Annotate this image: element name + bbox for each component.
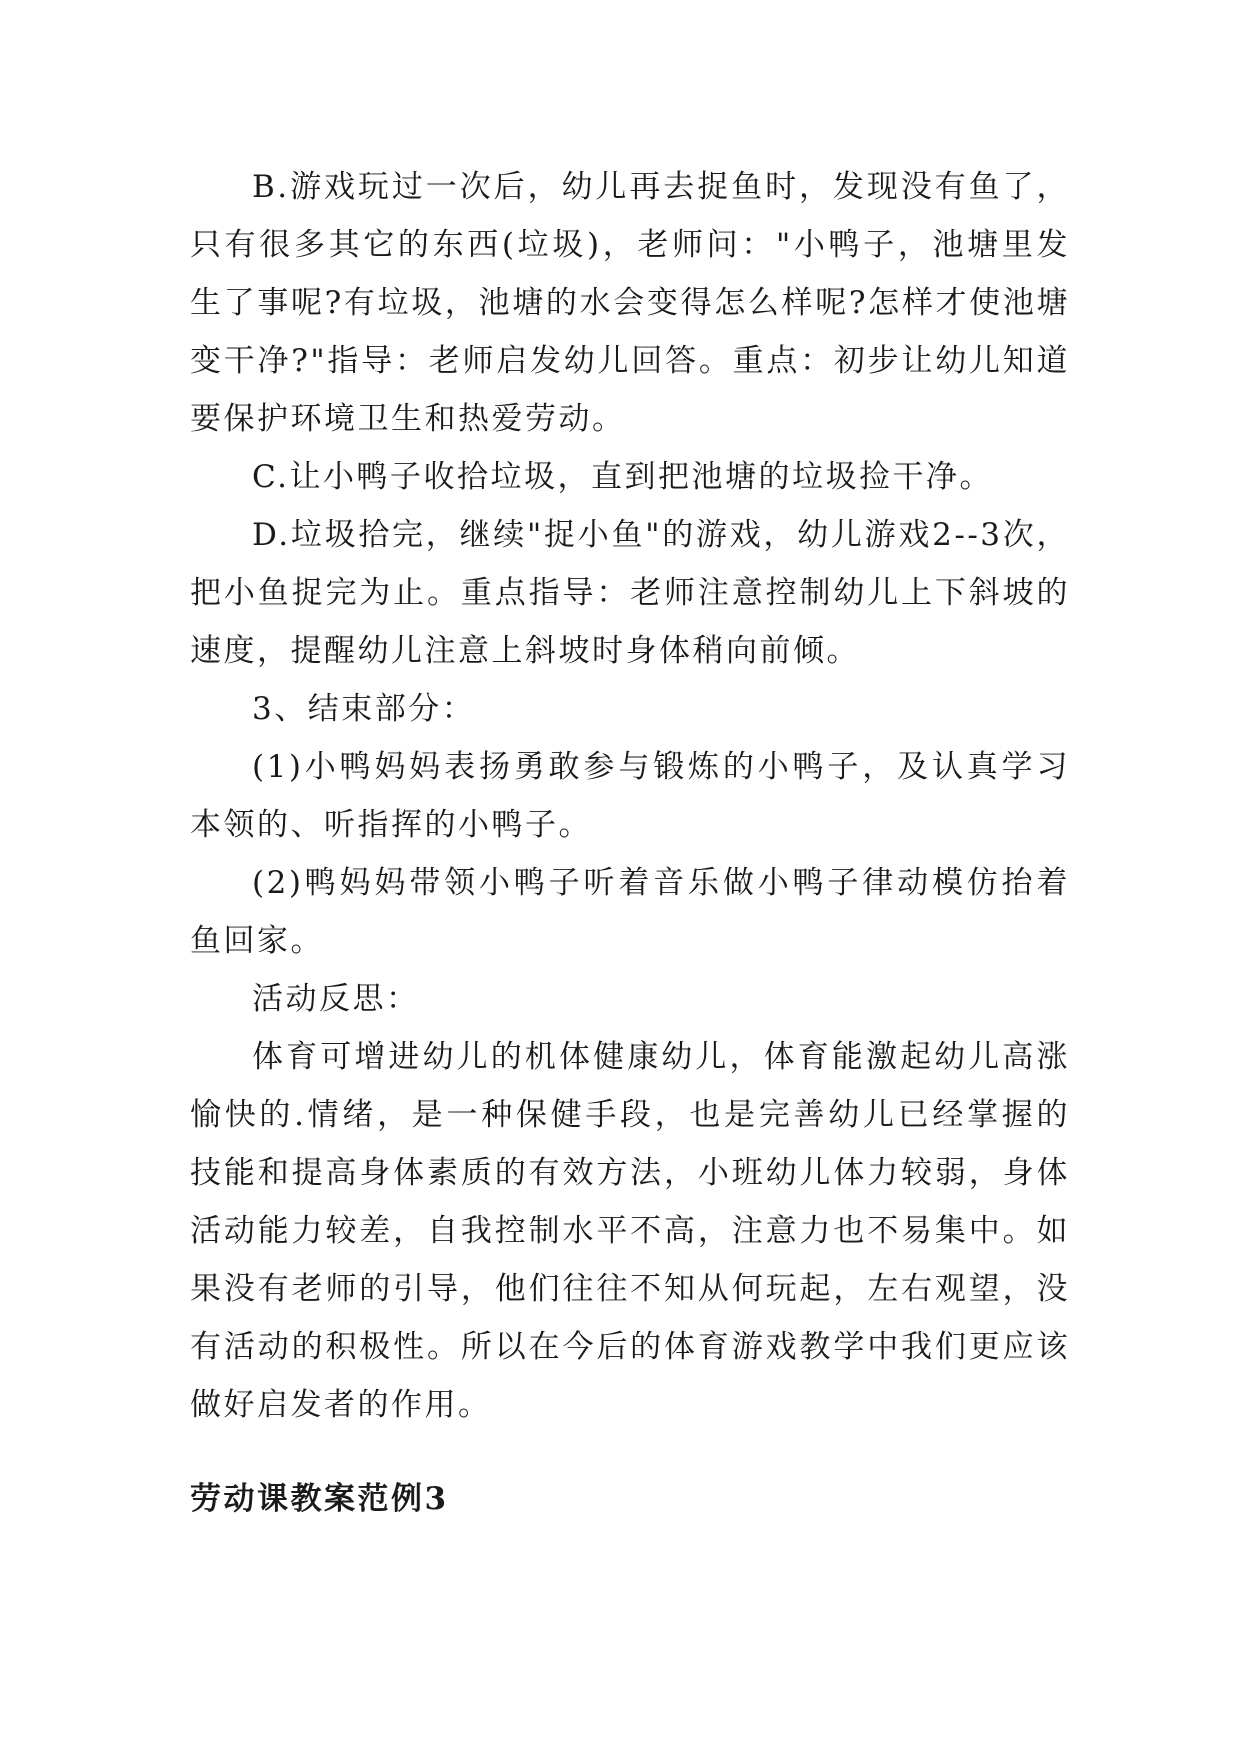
- paragraph-game-b: B.游戏玩过一次后，幼儿再去捉鱼时，发现没有鱼了，只有很多其它的东西(垃圾)，老师问："小鸭子，池塘里发生了事呢?有垃圾，池塘的水会变得怎么样呢?怎样才使池塘变干净?"指导：老师启发幼儿回答。重点：初步让幼儿知道要保护环境卫生和热爱劳动。: [190, 169, 1070, 437]
- section-title: 劳动课教案范例3: [190, 1481, 449, 1517]
- document-body: [190, 158, 1070, 1434]
- paragraph-game-c: C.让小鸭子收拾垃圾，直到把池塘的垃圾捡干净。: [252, 459, 993, 495]
- paragraph-ending-2: (2)鸭妈妈带领小鸭子听着音乐做小鸭子律动模仿抬着鱼回家。: [190, 865, 1070, 959]
- paragraph-ending-heading: 3、结束部分：: [252, 691, 476, 727]
- paragraph-reflection-heading: 活动反思：: [252, 981, 420, 1017]
- paragraph-game-d: D.垃圾拾完，继续"捉小鱼"的游戏，幼儿游戏2--3次，把小鱼捉完为止。重点指导：老师注意控制幼儿上下斜坡的速度，提醒幼儿注意上斜坡时身体稍向前倾。: [190, 517, 1070, 669]
- paragraph-reflection-body: 体育可增进幼儿的机体健康幼儿，体育能激起幼儿高涨愉快的.情绪，是一种保健手段，也是完善幼儿已经掌握的技能和提高身体素质的有效方法，小班幼儿体力较弱，身体活动能力较差，自我控制水平不高，注意力也不易集中。如果没有老师的引导，他们往往不知从何玩起，左右观望，没有活动的积极性。所以在今后的体育游戏教学中我们更应该做好启发者的作用。: [190, 1039, 1070, 1423]
- paragraph-ending-1: (1)小鸭妈妈表扬勇敢参与锻炼的小鸭子，及认真学习本领的、听指挥的小鸭子。: [190, 749, 1070, 843]
